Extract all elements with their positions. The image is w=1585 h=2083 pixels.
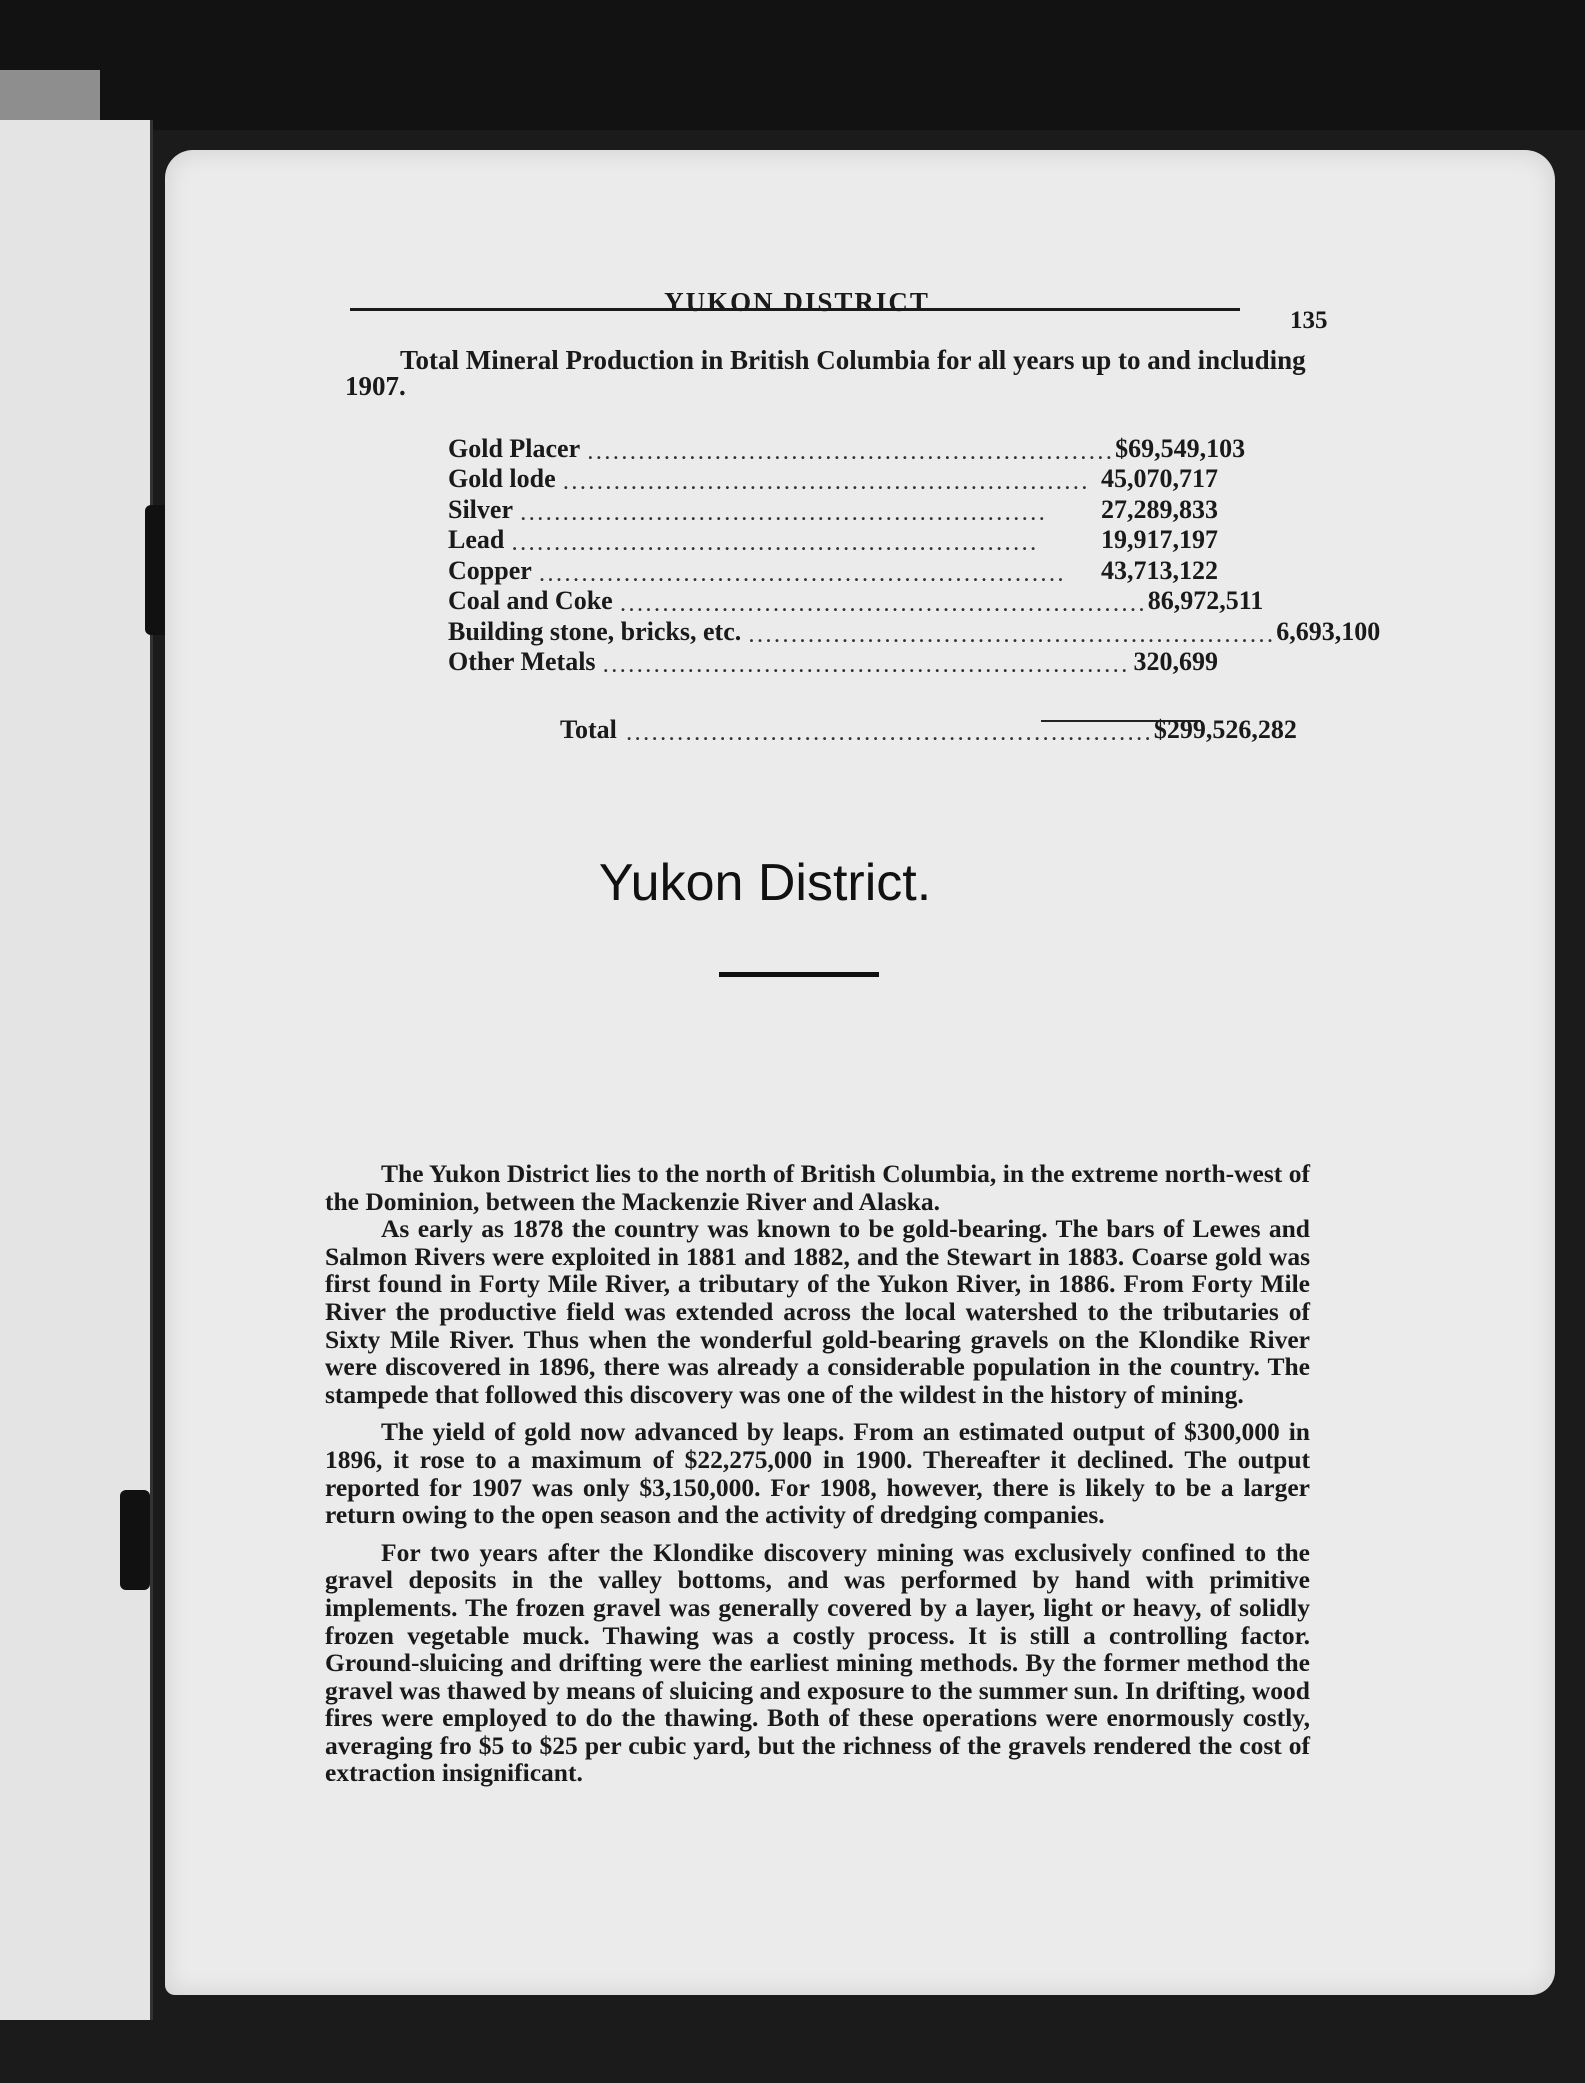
- leader-dots: ..............................................................: [588, 442, 1116, 463]
- mineral-label: Coal and Coke: [448, 586, 613, 615]
- mineral-value: 320,699: [1133, 647, 1218, 676]
- book-page: [165, 150, 1555, 1995]
- scan-background: [0, 0, 1585, 130]
- paragraph: The Yukon District lies to the north of British Columbia, in the extreme north-west of the Dominion, between the Mackenzie River and Alaska.: [325, 1159, 1310, 1216]
- mineral-production-table: [448, 433, 1381, 677]
- mineral-value: 43,713,122: [1101, 555, 1218, 585]
- total-label: Total: [560, 715, 617, 744]
- binding-clip: [120, 1490, 150, 1590]
- mineral-label: Building stone, bricks, etc.: [448, 616, 742, 646]
- facing-page: [0, 120, 153, 2020]
- table-row: [448, 525, 1218, 556]
- mineral-value: 6,693,100: [1276, 616, 1381, 646]
- mineral-label: Lead: [448, 525, 505, 554]
- table-row: [448, 616, 1381, 647]
- mineral-value: $69,549,103: [1115, 433, 1246, 463]
- mineral-value: 19,917,197: [1101, 525, 1218, 554]
- title-rule: [719, 972, 879, 977]
- paragraph: For two years after the Klondike discovery mining was exclusively confined to the gravel deposits in the valley bottoms, and was performed by hand with primitive implements. The frozen gravel was generally covered by a layer, light or heavy, of solidly frozen vegetable muck. Thawing was a costly process. It is still a controlling factor. Ground-sluicing and drifting were the earliest mining methods. By the former method the gravel was thawed by means of sluicing and exposure to the summer sun. In drifting, wood fires were employed to do the thawing. Both of these operations were enormously costly, averaging fro $5 to $25 per cubic yard, but the richness of the gravels rendered the cost of extraction insignificant.: [325, 1537, 1310, 1788]
- leader-dots: ..............................................................: [539, 564, 1067, 585]
- leader-dots: ..............................................................: [603, 656, 1131, 676]
- mineral-value: 86,972,511: [1147, 586, 1264, 615]
- table-row: [448, 647, 1218, 678]
- table-intro: Total Mineral Production in British Columbia for all years up to and including 1907.: [345, 345, 1306, 401]
- mineral-label: Gold Placer: [448, 433, 581, 463]
- table-row: [448, 433, 1246, 464]
- total-row: [560, 713, 1297, 745]
- mineral-label: Gold lode: [448, 464, 556, 493]
- leader-dots: ..............................................................: [749, 625, 1277, 646]
- page-number: 135: [1290, 307, 1328, 334]
- leader-dots: ..............................................................: [626, 724, 1154, 744]
- running-head: YUKON DISTRICT: [664, 287, 930, 317]
- leader-dots: ..............................................................: [521, 503, 1048, 524]
- table-row: [448, 494, 1218, 525]
- total-value: $299,526,282: [1153, 715, 1297, 744]
- mineral-value: 27,289,833: [1101, 494, 1218, 524]
- mineral-label: Other Metals: [448, 647, 596, 676]
- mineral-label: Copper: [448, 555, 532, 585]
- leader-dots: ..............................................................: [512, 534, 1040, 554]
- mineral-value: 45,070,717: [1101, 464, 1218, 493]
- paragraph: The yield of gold now advanced by leaps. From an estimated output of $300,000 in 1896, it rose to a maximum of $22,275,000 in 1900. Thereafter it declined. The output reported for 1907 was only $3,150,000. For 1908, however, there is likely to be a larger return owing to the open season and the activity of dredging companies.: [325, 1417, 1310, 1530]
- paragraph: As early as 1878 the country was known to be gold-bearing. The bars of Lewes and Salmon Rivers were exploited in 1881 and 1882, and the Stewart in 1883. Coarse gold was first found in Forty Mile River, a tributary of the Yukon River, in 1886. From Forty Mile River the productive field was extended across the local watershed to the tributaries of Sixty Mile River. Thus when the wonderful gold-bearing gravels on the Klondike River were discovered in 1896, there was already a considerable population in the country. The stampede that followed this discovery was one of the wildest in the history of mining.: [325, 1214, 1310, 1409]
- header-rule: [350, 308, 1240, 311]
- table-row: [448, 555, 1218, 586]
- section-title: Yukon District.: [598, 854, 932, 912]
- leader-dots: ..............................................................: [563, 473, 1091, 493]
- table-row: [448, 586, 1264, 617]
- leader-dots: ..............................................................: [620, 595, 1148, 615]
- body-text: [325, 1160, 1310, 1787]
- table-row: [448, 464, 1218, 495]
- mineral-label: Silver: [448, 494, 513, 524]
